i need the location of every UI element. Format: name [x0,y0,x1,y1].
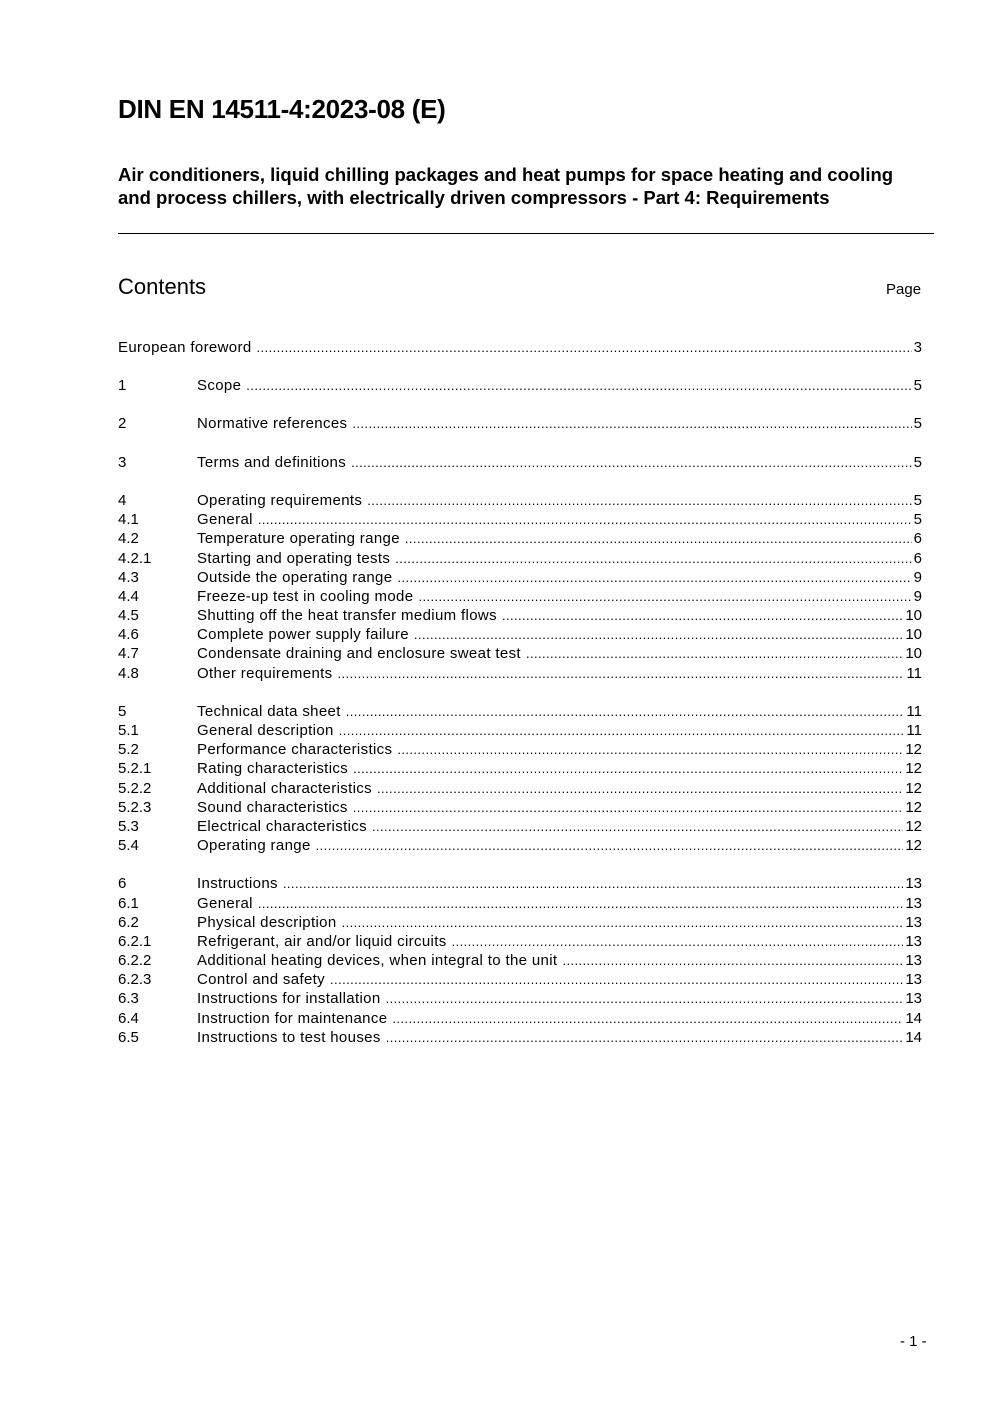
toc-entry-number: 5.2.3 [118,799,152,816]
toc-dot-leader [414,625,903,644]
toc-entry-page: 13 [905,990,922,1007]
toc-entry-page: 5 [913,511,922,528]
toc-entry-label: General description [197,722,334,739]
toc-entry-number: 4.5 [118,607,139,624]
toc-entry-number: 5 [118,703,127,720]
toc-entry[interactable] [118,740,922,759]
toc-entry-label: Sound characteristics [197,799,348,816]
toc-entry[interactable] [118,1009,922,1028]
toc-entry[interactable] [118,836,922,855]
toc-dot-leader [397,740,903,759]
toc-entry-number: 4.1 [118,511,139,528]
toc-dot-leader [372,817,903,836]
toc-dot-leader [346,702,905,721]
toc-entry[interactable] [118,1028,922,1047]
toc-entry-number: 6.1 [118,895,139,912]
contents-heading: Contents [118,274,207,299]
toc-entry-page: 10 [905,626,922,643]
page-number: - 1 - [900,1333,927,1350]
toc-entry[interactable] [118,664,922,683]
toc-entry-page: 5 [913,377,922,394]
toc-entry-label: Other requirements [197,665,333,682]
toc-entry-label: Refrigerant, air and/or liquid circuits [197,933,447,950]
toc-entry-page: 11 [906,665,922,682]
toc-entry[interactable] [118,453,922,472]
toc-dot-leader [258,510,912,529]
toc-entry-page: 12 [905,818,922,835]
toc-dot-leader [258,894,903,913]
toc-entry-page: 13 [905,875,922,892]
toc-entry-label: Complete power supply failure [197,626,409,643]
toc-dot-leader [562,951,903,970]
toc-entry-label: Instruction for maintenance [197,1010,388,1027]
toc-entry[interactable] [118,874,922,893]
toc-entry-number: 4.2.1 [118,550,152,567]
toc-dot-leader [367,491,911,510]
toc-dot-leader [353,759,903,778]
toc-entry-page: 11 [906,722,922,739]
toc-entry-label: General [197,511,253,528]
toc-entry-page: 5 [913,415,922,432]
toc-entry-number: 6.5 [118,1029,139,1046]
toc-entry-label: Normative references [197,415,348,432]
toc-entry-number: 5.4 [118,837,139,854]
toc-entry[interactable] [118,721,922,740]
toc-entry-page: 12 [905,741,922,758]
toc-entry-label: Starting and operating tests [197,550,391,567]
toc-entry-page: 10 [905,645,922,662]
toc-entry-number: 4 [118,492,127,509]
toc-entry-page: 12 [905,760,922,777]
toc-dot-leader [418,587,911,606]
toc-entry-page: 14 [905,1029,922,1046]
toc-dot-leader [386,989,904,1008]
toc-dot-leader [392,1009,903,1028]
toc-entry-number: 6.2.1 [118,933,152,950]
toc-entry[interactable] [118,625,922,644]
toc-entry-label: Temperature operating range [197,530,400,547]
toc-entry-number: 6.3 [118,990,139,1007]
toc-entry-label: Operating requirements [197,492,363,509]
toc-entry-number: 1 [118,377,127,394]
toc-entry-number: 5.3 [118,818,139,835]
toc-entry-label: European foreword [118,339,252,356]
toc-entry-label: Outside the operating range [197,569,393,586]
toc-entry-label: Physical description [197,914,337,931]
document-title: DIN EN 14511-4:2023-08 (E) [118,94,446,124]
toc-entry[interactable] [118,951,922,970]
toc-entry[interactable] [118,798,922,817]
toc-entry[interactable] [118,510,922,529]
toc-entry-page: 13 [905,933,922,950]
toc-entry-number: 6.2.2 [118,952,152,969]
toc-dot-leader [452,932,904,951]
toc-dot-leader [352,414,911,433]
toc-dot-leader [386,1028,904,1047]
toc-dot-leader [526,644,903,663]
toc-entry-number: 6.2 [118,914,139,931]
toc-entry[interactable] [118,989,922,1008]
table-of-contents [118,0,922,1100]
toc-entry-page: 12 [905,780,922,797]
toc-entry-page: 13 [905,914,922,931]
toc-entry-number: 4.4 [118,588,139,605]
toc-entry[interactable] [118,702,922,721]
toc-entry-number: 5.1 [118,722,139,739]
toc-entry-number: 5.2.2 [118,780,152,797]
toc-entry-number: 4.6 [118,626,139,643]
toc-entry[interactable] [118,779,922,798]
toc-entry[interactable] [118,568,922,587]
toc-entry[interactable] [118,759,922,778]
toc-entry-label: Scope [197,377,242,394]
toc-entry-page: 6 [913,530,922,547]
toc-entry-number: 4.2 [118,530,139,547]
toc-entry[interactable] [118,549,922,568]
toc-entry-label: Additional characteristics [197,780,373,797]
toc-entry-page: 6 [913,550,922,567]
toc-entry-label: Technical data sheet [197,703,341,720]
toc-entry-page: 13 [905,952,922,969]
toc-entry-number: 4.3 [118,569,139,586]
toc-entry-page: 12 [905,799,922,816]
toc-dot-leader [283,874,903,893]
toc-entry-number: 4.7 [118,645,139,662]
toc-entry-label: Instructions to test houses [197,1029,381,1046]
toc-dot-leader [339,721,905,740]
toc-entry[interactable] [118,606,922,625]
toc-entry-page: 3 [913,339,922,356]
toc-entry-page: 14 [905,1010,922,1027]
toc-entry-label: Additional heating devices, when integral to the unit [197,952,558,969]
toc-entry[interactable] [118,913,922,932]
toc-entry-label: Operating range [197,837,311,854]
toc-entry-label: Performance characteristics [197,741,393,758]
toc-dot-leader [353,798,904,817]
toc-entry-label: Control and safety [197,971,326,988]
toc-entry[interactable] [118,644,922,663]
toc-dot-leader [405,529,912,548]
toc-entry-page: 11 [906,703,922,720]
toc-entry[interactable] [118,491,922,510]
toc-entry-number: 5.2.1 [118,760,152,777]
toc-entry-page: 5 [913,492,922,509]
toc-entry-number: 3 [118,454,127,471]
toc-entry-number: 5.2 [118,741,139,758]
toc-entry-page: 13 [905,971,922,988]
toc-dot-leader [316,836,904,855]
document-subtitle: Air conditioners, liquid chilling packages and heat pumps for space heating and cooling and process chillers, with electrically driven compressors - Part 4: Requirements [118,164,894,208]
toc-entry-label: Rating characteristics [197,760,349,777]
toc-entry-page: 10 [905,607,922,624]
toc-entry-page: 9 [913,569,922,586]
toc-entry-label: Freeze-up test in cooling mode [197,588,414,605]
toc-entry-number: 6.4 [118,1010,139,1027]
toc-entry-number: 4.8 [118,665,139,682]
toc-dot-leader [395,549,911,568]
toc-entry[interactable] [118,932,922,951]
toc-entry[interactable] [118,414,922,433]
toc-entry-number: 6 [118,875,127,892]
toc-entry-page: 13 [905,895,922,912]
toc-entry[interactable] [118,376,922,395]
toc-entry[interactable] [118,587,922,606]
toc-entry-label: Instructions [197,875,278,892]
toc-entry-page: 12 [905,837,922,854]
toc-dot-leader [246,376,911,395]
toc-entry-page: 9 [913,588,922,605]
toc-entry[interactable] [118,894,922,913]
toc-entry[interactable] [118,970,922,989]
toc-dot-leader [397,568,911,587]
toc-entry[interactable] [118,338,922,357]
toc-entry-number: 2 [118,415,127,432]
toc-dot-leader [342,913,904,932]
toc-entry-label: Electrical characteristics [197,818,367,835]
toc-entry-label: Condensate draining and enclosure sweat test [197,645,521,662]
toc-entry-label: Instructions for installation [197,990,381,1007]
toc-dot-leader [338,664,905,683]
toc-entry-number: 6.2.3 [118,971,152,988]
toc-dot-leader [330,970,903,989]
toc-entry-label: Terms and definitions [197,454,347,471]
toc-dot-leader [257,338,912,357]
toc-entry-page: 5 [913,454,922,471]
toc-entry[interactable] [118,529,922,548]
toc-dot-leader [502,606,903,625]
toc-entry[interactable] [118,817,922,836]
page-column-heading: Page [886,281,922,298]
toc-entry-label: General [197,895,253,912]
toc-dot-leader [351,453,912,472]
toc-dot-leader [377,779,903,798]
toc-entry-label: Shutting off the heat transfer medium flows [197,607,497,624]
